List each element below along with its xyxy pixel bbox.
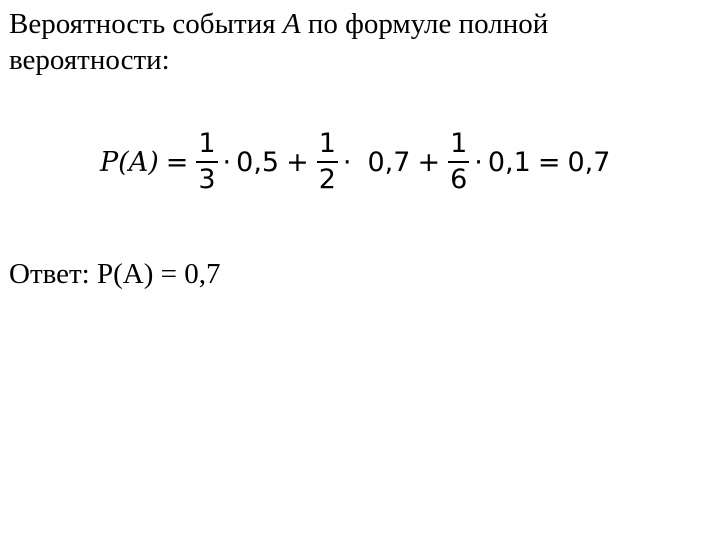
problem-heading	[9, 6, 709, 78]
multiply-dot: ·	[474, 146, 483, 178]
fraction-term-3	[448, 127, 469, 197]
equals-sign: =	[537, 146, 561, 178]
fraction-numerator: 1	[318, 128, 336, 159]
answer-line: Ответ: Р(А) = 0,7	[9, 258, 221, 290]
heading-text-end: по формуле полной	[300, 8, 549, 40]
formula-result: 0,7	[567, 146, 611, 178]
heading-line-2: вероятности:	[9, 44, 170, 76]
fraction-numerator: 1	[198, 128, 216, 159]
fraction-denominator: 6	[450, 164, 468, 195]
total-probability-formula	[100, 122, 610, 202]
equals-sign: =	[165, 146, 189, 178]
event-variable: A	[282, 8, 301, 40]
fraction-numerator: 1	[450, 128, 468, 159]
term-value: 0,5	[236, 146, 280, 178]
heading-text-start: Вероятность события	[9, 8, 283, 40]
plus-sign: +	[417, 146, 441, 178]
fraction-denominator: 2	[318, 164, 336, 195]
term-value: 0,7	[367, 146, 411, 178]
fraction-denominator: 3	[198, 164, 216, 195]
formula-lhs: P(A)	[100, 146, 159, 178]
plus-sign: +	[286, 146, 309, 178]
fraction-term-2	[317, 127, 338, 197]
multiply-dot: ·	[342, 146, 352, 178]
fraction-term-1	[196, 127, 217, 197]
term-value: 0,1	[487, 146, 531, 178]
multiply-dot: ·	[222, 146, 232, 178]
